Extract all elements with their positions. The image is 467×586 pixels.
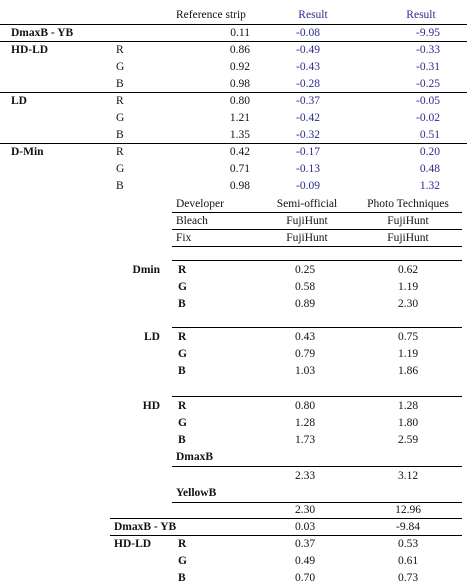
channel-label: R bbox=[178, 538, 187, 550]
col-1-value: 0.49 bbox=[294, 555, 316, 567]
reference-value: 0.11 bbox=[230, 27, 250, 39]
result-1-value: -0.17 bbox=[296, 146, 320, 158]
result-1-value: -0.09 bbox=[296, 180, 320, 192]
channel-label: G bbox=[178, 281, 187, 293]
result-1-value: -0.28 bbox=[296, 78, 320, 90]
col-2-value: 0.61 bbox=[397, 555, 419, 567]
col-1-value: 0.79 bbox=[294, 348, 316, 360]
row-group-label: DmaxB - YB bbox=[11, 27, 74, 39]
col-1-value: 0.89 bbox=[294, 298, 316, 310]
bottom-group-label: Dmin bbox=[132, 264, 160, 276]
result-2-value: -0.31 bbox=[416, 61, 440, 73]
row-group-label: D-Min bbox=[11, 146, 44, 158]
bottom-header-label: Fix bbox=[176, 232, 192, 244]
bottom-header-col-1: FujiHunt bbox=[286, 232, 328, 244]
channel-label: R bbox=[116, 146, 124, 158]
col-1-value: 0.43 bbox=[294, 331, 316, 343]
dmaxb-yb-col-1: 0.03 bbox=[294, 521, 316, 533]
channel-label: G bbox=[116, 61, 125, 73]
dmaxb-yb-col-2: -9.84 bbox=[396, 521, 420, 533]
col-2-value: 1.19 bbox=[397, 281, 419, 293]
col-2-value: 1.86 bbox=[397, 365, 419, 377]
header-result-2: Result bbox=[406, 9, 436, 21]
row-group-label: LD bbox=[11, 95, 27, 107]
col-1-value: 0.25 bbox=[294, 264, 316, 276]
col-1-value: 0.70 bbox=[294, 572, 316, 584]
bottom-header-col-1: FujiHunt bbox=[286, 215, 328, 227]
channel-label: R bbox=[116, 44, 124, 56]
result-2-value: -0.25 bbox=[416, 78, 440, 90]
reference-value: 0.71 bbox=[229, 163, 250, 175]
yellowb-label: YellowB bbox=[176, 487, 217, 499]
col-2-value: 0.53 bbox=[397, 538, 419, 550]
result-1-value: -0.13 bbox=[296, 163, 320, 175]
channel-label: B bbox=[116, 129, 124, 141]
channel-label: R bbox=[178, 400, 187, 412]
yellowb-col-1: 2.30 bbox=[294, 504, 316, 516]
channel-label: B bbox=[116, 78, 124, 90]
channel-label: B bbox=[178, 365, 186, 377]
bottom-header-col-2: FujiHunt bbox=[387, 215, 429, 227]
col-1-value: 0.37 bbox=[294, 538, 316, 550]
result-2-value: 0.20 bbox=[419, 146, 440, 158]
row-group-label: HD-LD bbox=[11, 44, 49, 56]
col-1-value: 1.73 bbox=[294, 434, 316, 446]
bottom-header-rule bbox=[172, 246, 462, 247]
dmaxb-col-2: 3.12 bbox=[397, 470, 419, 482]
result-1-value: -0.32 bbox=[296, 129, 320, 141]
dmaxb-label: DmaxB bbox=[176, 451, 214, 463]
result-2-value: 0.48 bbox=[419, 163, 440, 175]
channel-label: B bbox=[178, 434, 186, 446]
channel-label: G bbox=[178, 348, 187, 360]
result-2-value: 1.32 bbox=[419, 180, 440, 192]
result-1-value: -0.49 bbox=[296, 44, 320, 56]
reference-value: 1.35 bbox=[229, 129, 250, 141]
col-2-value: 0.73 bbox=[397, 572, 419, 584]
channel-label: G bbox=[178, 555, 187, 567]
result-2-value: 0.51 bbox=[419, 129, 440, 141]
col-2-value: 0.62 bbox=[397, 264, 419, 276]
col-1-value: 0.80 bbox=[294, 400, 316, 412]
col-2-value: 1.19 bbox=[397, 348, 419, 360]
hdld-label: HD-LD bbox=[114, 538, 152, 550]
header-reference-strip: Reference strip bbox=[176, 9, 246, 21]
bottom-header-col-2: FujiHunt bbox=[387, 232, 429, 244]
channel-label: B bbox=[178, 572, 186, 584]
result-1-value: -0.08 bbox=[296, 27, 320, 39]
bottom-header-label: Developer bbox=[176, 198, 224, 210]
reference-value: 0.92 bbox=[229, 61, 250, 73]
col-1-value: 1.28 bbox=[294, 417, 316, 429]
reference-value: 1.21 bbox=[229, 112, 250, 124]
yellowb-col-2: 12.96 bbox=[395, 504, 421, 516]
group-top-rule bbox=[172, 327, 462, 328]
col-2-value: 1.80 bbox=[397, 417, 419, 429]
channel-label: R bbox=[178, 264, 187, 276]
reference-value: 0.98 bbox=[229, 180, 250, 192]
col-1-value: 0.58 bbox=[294, 281, 316, 293]
group-top-rule bbox=[172, 260, 462, 261]
group-top-rule bbox=[172, 396, 462, 397]
result-2-value: -9.95 bbox=[416, 27, 440, 39]
bottom-header-col-2: Photo Techniques bbox=[367, 198, 449, 210]
bottom-group-label: LD bbox=[144, 331, 160, 343]
dmaxb-col-1: 2.33 bbox=[294, 470, 316, 482]
result-2-value: -0.05 bbox=[416, 95, 440, 107]
result-1-value: -0.43 bbox=[296, 61, 320, 73]
channel-label: R bbox=[116, 95, 124, 107]
result-2-value: -0.33 bbox=[416, 44, 440, 56]
channel-label: B bbox=[116, 180, 124, 192]
header-result-1: Result bbox=[298, 9, 328, 21]
channel-label: B bbox=[178, 298, 186, 310]
reference-value: 0.42 bbox=[229, 146, 250, 158]
channel-label: G bbox=[178, 417, 187, 429]
result-1-value: -0.42 bbox=[296, 112, 320, 124]
col-2-value: 1.28 bbox=[397, 400, 419, 412]
col-2-value: 0.75 bbox=[397, 331, 419, 343]
channel-label: R bbox=[178, 331, 187, 343]
col-1-value: 1.03 bbox=[294, 365, 316, 377]
dmaxb-yb-label: DmaxB - YB bbox=[114, 521, 177, 533]
result-1-value: -0.37 bbox=[296, 95, 320, 107]
channel-label: G bbox=[116, 112, 125, 124]
bottom-header-label: Bleach bbox=[176, 215, 208, 227]
dmaxb-rule bbox=[172, 466, 462, 467]
col-2-value: 2.30 bbox=[397, 298, 419, 310]
channel-label: G bbox=[116, 163, 125, 175]
result-2-value: -0.02 bbox=[416, 112, 440, 124]
reference-value: 0.80 bbox=[229, 95, 250, 107]
bottom-group-label: HD bbox=[142, 400, 160, 412]
col-2-value: 2.59 bbox=[397, 434, 419, 446]
bottom-header-col-1: Semi-official bbox=[276, 198, 338, 210]
reference-value: 0.98 bbox=[229, 78, 250, 90]
reference-value: 0.86 bbox=[229, 44, 250, 56]
